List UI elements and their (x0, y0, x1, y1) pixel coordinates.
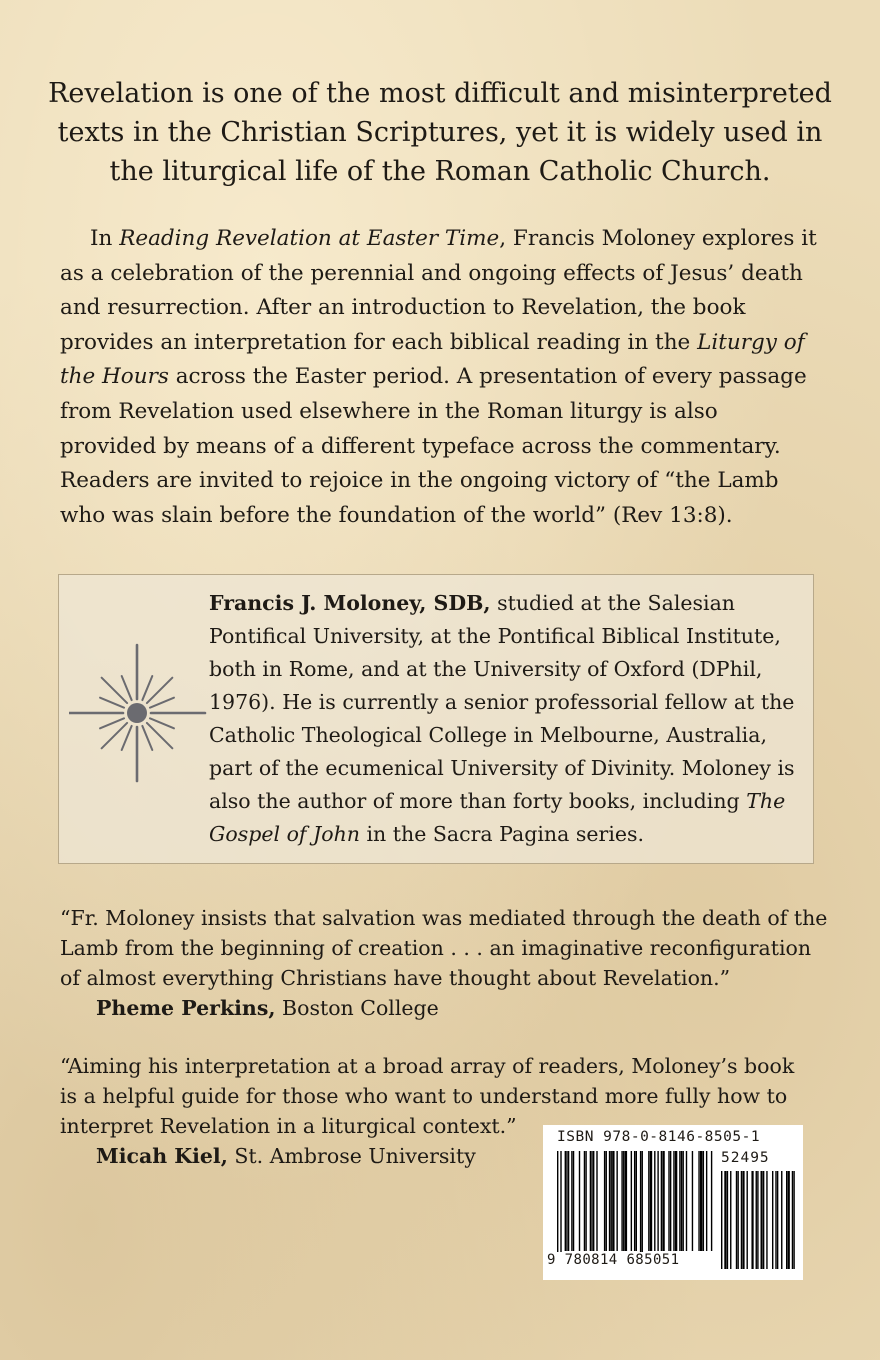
barcode-bar (673, 1151, 674, 1251)
barcode-bar (679, 1151, 680, 1251)
star-ray (142, 676, 152, 700)
barcode-bar (657, 1151, 658, 1251)
barcode-bar (640, 1151, 641, 1261)
barcode-bar (703, 1151, 704, 1251)
barcode-bar (625, 1151, 627, 1251)
barcode-bar (700, 1151, 702, 1251)
barcode-addon-bar (751, 1171, 753, 1269)
barcode-bar (596, 1151, 597, 1251)
barcode-addon-bar (757, 1171, 758, 1269)
barcode-addon-bar (761, 1171, 763, 1269)
barcode-addon-bar (777, 1171, 778, 1269)
star-ray (150, 718, 174, 728)
barcode-bar (642, 1151, 643, 1261)
quote-attribution: Pheme Perkins, Boston College (96, 996, 439, 1020)
barcode-bar (606, 1151, 607, 1251)
barcode-addon-bar (772, 1171, 773, 1269)
barcode-bar (711, 1151, 712, 1251)
liturgy-title: Liturgy of the Hours (60, 329, 805, 390)
barcode-bar (670, 1151, 671, 1251)
barcode-bar (661, 1151, 662, 1251)
barcode-bar (668, 1151, 669, 1251)
barcode-addon-bar (736, 1171, 737, 1269)
barcode-addon-bar (788, 1171, 790, 1269)
barcode-bar (565, 1151, 566, 1251)
barcode-addon-bar (741, 1171, 742, 1269)
barcode-addon-bar (766, 1171, 767, 1269)
author-name: Francis J. Moloney, SDB, (209, 591, 491, 615)
star-ray (100, 718, 124, 728)
barcode-bar (560, 1151, 561, 1261)
author-bio: Francis J. Moloney, SDB, studied at the Salesian Pontifical University, at the Pontifical Biblical Institute, both in Rome, and at the University of Oxford (DPhil, 1976). He is currently a senior professorial fellow at the Catholic Theological College in Melbourne, Australia, part of the ecumenical University of Divinity. Moloney is also the author of more than forty books, including The Gospel of John in the Sacra Pagina series. (209, 591, 795, 846)
barcode-addon-bar (742, 1171, 744, 1269)
barcode-bar (609, 1151, 610, 1251)
barcode-bar (579, 1151, 580, 1251)
lead-statement: Revelation is one of the most difficult and misinterpreted texts in the Christian Scriptures, yet it is widely used in the liturgical life of the Roman Catholic Church. (48, 78, 832, 187)
star-ray (150, 698, 174, 708)
ean-number: 9 780814 685051 (547, 1252, 680, 1268)
star-ray (142, 726, 152, 750)
barcode-bar (616, 1151, 617, 1251)
isbn-barcode (543, 1125, 803, 1280)
barcode-bar (611, 1151, 612, 1251)
quote-text: “Aiming his interpretation at a broad array of readers, Moloney’s book is a helpful guide for those who want to understand more fully how to interpret Revelation in a liturgical context.” (60, 1054, 795, 1138)
author-bio-box (58, 574, 814, 864)
barcode-addon-bar (747, 1171, 748, 1269)
barcode-bar (634, 1151, 635, 1251)
barcode-addon-bar (730, 1171, 731, 1269)
book-description: In Reading Revelation at Easter Time, Francis Moloney explores it as a celebration of the perennial and ongoing effects of Jesus’ death and resurrection. After an introduction to Revelation, the book provides an interpretation for each biblical reading in the Liturgy of the Hours across the Easter period. A presentation of every passage from Revelation used elsewhere in the Roman liturgy is also provided by means of a different typeface across the commentary. Readers are invited to rejoice in the ongoing victory of “the Lamb who was slain before the foundation of the world” (Rev 13:8). (60, 226, 817, 528)
isbn-label: ISBN 978-0-8146-8505-1 (557, 1129, 761, 1145)
barcode-addon-bar (756, 1171, 757, 1269)
barcode-bar (636, 1151, 637, 1251)
barcode-bar (604, 1151, 605, 1251)
barcode-bar (631, 1151, 632, 1251)
barcode-bar (706, 1151, 707, 1251)
barcode-bar (648, 1151, 649, 1251)
endorsement-quote (60, 903, 830, 1023)
barcode-addon-bar (727, 1171, 728, 1269)
book-title: Reading Revelation at Easter Time (119, 226, 500, 251)
barcode-bar (692, 1151, 693, 1251)
quote-text: “Fr. Moloney insists that salvation was mediated through the death of the Lamb from the beginning of creation . . . an imaginative reconfiguration of almost everything Christians have thought about Revelation.” (60, 906, 828, 990)
barcode-addon-bar (724, 1171, 726, 1269)
barcode-bar (585, 1151, 586, 1251)
barcode-addon-bar (792, 1171, 793, 1269)
barcode-bar (590, 1151, 591, 1251)
barcode-bar (683, 1151, 684, 1251)
barcode-bar (566, 1151, 567, 1251)
star-ray (122, 676, 132, 700)
barcode-bar (591, 1151, 592, 1251)
quote-attribution: Micah Kiel, St. Ambrose University (96, 1144, 476, 1168)
barcode-addon-bar (775, 1171, 776, 1269)
barcode-addon-bar (763, 1171, 764, 1269)
barcode-bar (698, 1151, 699, 1251)
barcode-bar (623, 1151, 624, 1251)
barcode-addon-bar (793, 1171, 794, 1269)
barcode-addon-bar (786, 1171, 787, 1269)
barcode-addon-bar (737, 1171, 738, 1269)
barcode-bar (621, 1151, 622, 1251)
barcode-bar (681, 1151, 682, 1251)
barcode-addon: 52495 (721, 1150, 770, 1166)
barcode-bar (654, 1151, 655, 1251)
barcode-bar (650, 1151, 652, 1251)
barcode-bar (584, 1151, 585, 1251)
barcode-bar (573, 1151, 574, 1251)
book-reference: The Gospel of John (209, 789, 786, 846)
barcode-bar (612, 1151, 614, 1251)
barcode-bar (557, 1151, 558, 1261)
barcode-bar (593, 1151, 594, 1251)
barcode-bar (686, 1151, 687, 1251)
star-ray (100, 698, 124, 708)
barcode-bar (662, 1151, 664, 1251)
barcode-bar (675, 1151, 677, 1251)
star-ray (122, 726, 132, 750)
barcode-bar (571, 1151, 572, 1251)
barcode-addon-bar (721, 1171, 722, 1269)
barcode-bar (568, 1151, 569, 1251)
barcode-addon-bar (781, 1171, 782, 1269)
compass-star-icon (69, 637, 221, 789)
